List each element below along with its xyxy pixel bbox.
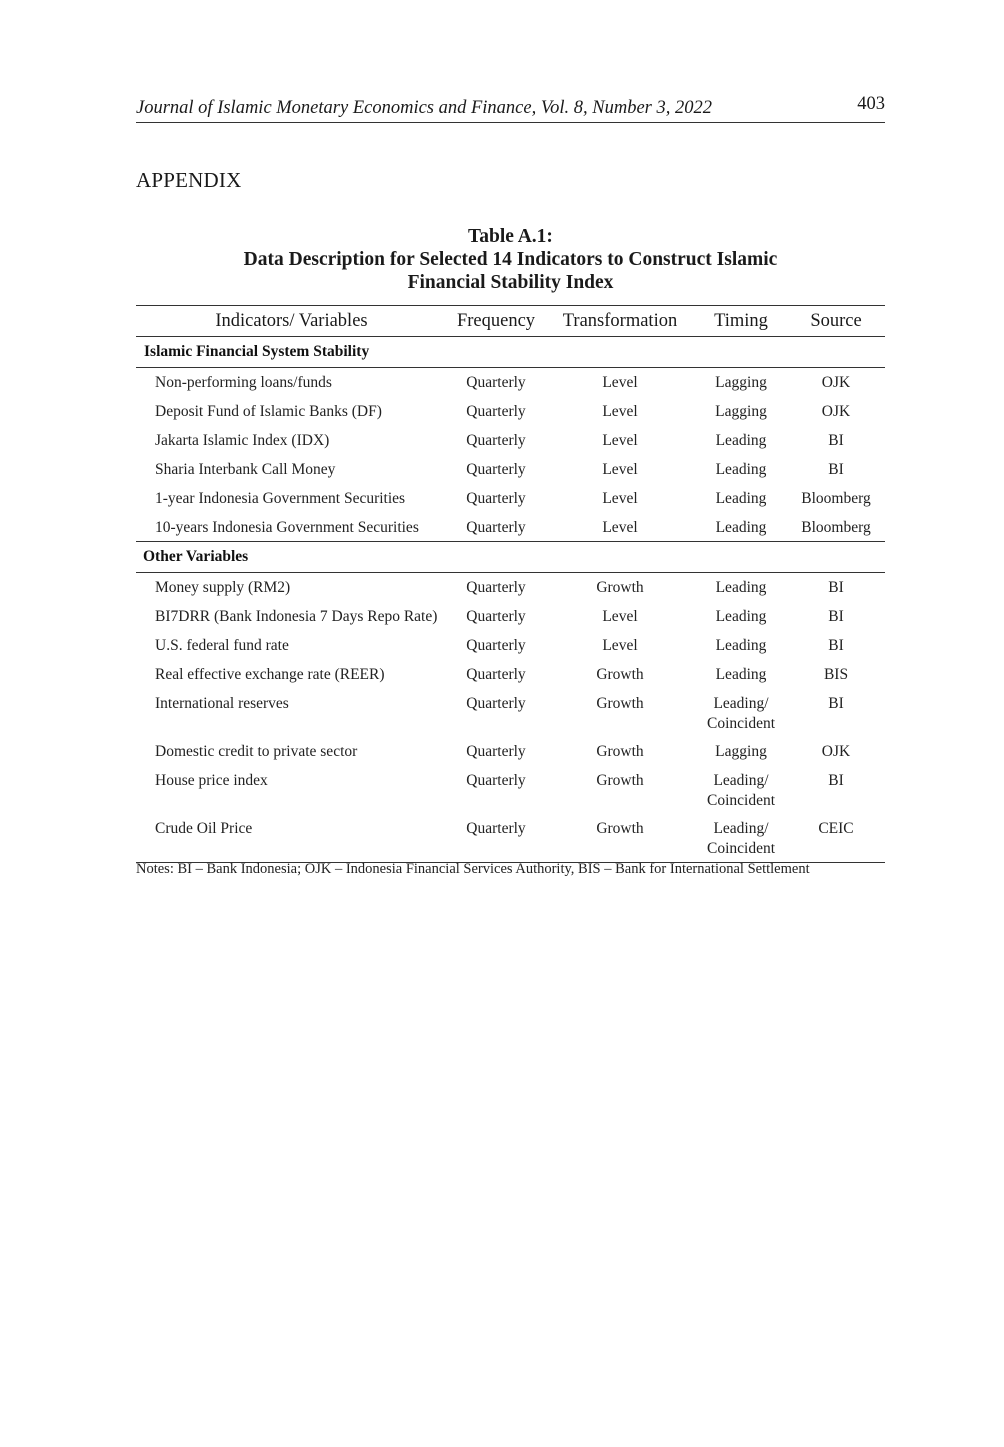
timing-line-1: Leading/ (713, 819, 769, 837)
transformation-cell: Growth (596, 771, 644, 789)
transformation-cell: Growth (596, 694, 644, 712)
section-label: Other Variables (136, 542, 885, 573)
frequency-cell: Quarterly (466, 636, 526, 654)
transformation-cell: Level (602, 374, 638, 391)
page-number: 403 (857, 94, 885, 114)
indicator-cell: International reserves (155, 694, 289, 712)
source-cell: BI (828, 579, 844, 596)
data-table-container (136, 305, 885, 863)
timing-cell: Lagging (715, 402, 767, 420)
frequency-cell: Quarterly (466, 431, 526, 449)
table-section-row (136, 337, 885, 368)
frequency-cell: Quarterly (466, 742, 526, 760)
transformation-cell: Level (602, 489, 638, 507)
section-label: Islamic Financial System Stability (136, 337, 885, 368)
timing-cell: Leading (715, 460, 767, 478)
indicator-cell: House price index (155, 771, 268, 789)
frequency-cell: Quarterly (466, 665, 526, 683)
column-header-transformation: Transformation (545, 306, 695, 337)
table-row (136, 513, 885, 542)
indicator-cell: Real effective exchange rate (REER) (155, 665, 385, 683)
indicator-cell: 1-year Indonesia Government Securities (155, 489, 406, 507)
transformation-cell: Growth (596, 579, 644, 596)
table-row (136, 602, 885, 631)
source-cell: BI (828, 694, 844, 712)
frequency-cell: Quarterly (466, 489, 526, 507)
indicator-cell: Jakarta Islamic Index (IDX) (155, 431, 330, 449)
source-cell: Bloomberg (801, 489, 871, 507)
caption-line-2: Data Description for Selected 14 Indicators to Construct Islamic (243, 249, 778, 270)
table-row (136, 814, 885, 863)
column-header-source: Source (787, 306, 885, 337)
timing-cell: Leading (715, 431, 767, 449)
running-header (136, 94, 885, 123)
indicator-cell: BI7DRR (Bank Indonesia 7 Days Repo Rate) (155, 607, 438, 625)
table-row (136, 737, 885, 766)
indicator-cell: Deposit Fund of Islamic Banks (DF) (155, 402, 382, 420)
table-body (136, 337, 885, 863)
timing-line-2: Coincident (706, 839, 776, 857)
table-caption (136, 225, 885, 294)
indicator-cell: Domestic credit to private sector (155, 742, 358, 760)
table-notes: Notes: BI – Bank Indonesia; OJK – Indonesia Financial Services Authority, BIS – Bank for International Settlement (136, 861, 810, 877)
source-cell: OJK (821, 402, 851, 420)
transformation-cell: Growth (596, 742, 644, 760)
section-title: APPENDIX (136, 168, 242, 192)
column-header-frequency: Frequency (447, 306, 545, 337)
source-cell: BI (828, 607, 844, 625)
frequency-cell: Quarterly (447, 814, 545, 863)
timing-line-1: Leading/ (713, 694, 769, 712)
source-cell: BI (828, 431, 844, 449)
indicator-cell: Crude Oil Price (136, 814, 447, 863)
indicator-cell: Money supply (RM2) (155, 579, 291, 596)
source-cell: Bloomberg (801, 518, 871, 536)
source-cell: OJK (821, 742, 851, 760)
transformation-cell: Level (602, 402, 638, 420)
timing-cell: Leading (715, 636, 767, 654)
table-row (136, 368, 885, 397)
indicator-cell: 10-years Indonesia Government Securities (155, 518, 419, 536)
table-row (136, 484, 885, 513)
indicator-table (136, 305, 885, 863)
transformation-cell: Level (602, 460, 638, 478)
transformation-cell: Level (602, 518, 638, 536)
column-header-timing: Timing (695, 306, 787, 337)
frequency-cell: Quarterly (466, 607, 526, 625)
indicator-cell: Sharia Interbank Call Money (155, 460, 336, 478)
caption-line-3: Financial Stability Index (407, 272, 614, 293)
timing-cell (695, 766, 787, 814)
source-cell: BIS (823, 665, 849, 683)
source-cell: CEIC (787, 814, 885, 863)
table-header-row (136, 306, 885, 337)
transformation-cell: Level (602, 431, 638, 449)
timing-cell: Leading (715, 489, 767, 507)
table-row (136, 631, 885, 660)
source-cell: BI (828, 771, 844, 789)
table-row (136, 660, 885, 689)
transformation-cell: Level (602, 636, 638, 654)
table-section-row (136, 542, 885, 573)
column-header-indicators: Indicators/ Variables (136, 306, 447, 337)
source-cell: OJK (821, 374, 851, 391)
timing-cell: Leading (715, 518, 767, 536)
table-row (136, 426, 885, 455)
source-cell: BI (828, 636, 844, 654)
table-row (136, 455, 885, 484)
source-cell: BI (828, 460, 844, 478)
timing-cell (695, 814, 787, 863)
frequency-cell: Quarterly (466, 518, 526, 536)
timing-cell: Leading (715, 665, 767, 683)
frequency-cell: Quarterly (466, 579, 526, 596)
timing-cell (695, 689, 787, 737)
transformation-cell: Level (602, 607, 638, 625)
frequency-cell: Quarterly (466, 460, 526, 478)
timing-cell: Lagging (715, 374, 767, 391)
table-row (136, 689, 885, 737)
table-row (136, 766, 885, 814)
table-row (136, 397, 885, 426)
indicator-cell: U.S. federal fund rate (155, 636, 289, 654)
timing-line-1: Leading/ (713, 771, 769, 789)
table-row (136, 573, 885, 602)
timing-line-2: Coincident (706, 714, 776, 732)
timing-cell: Leading (715, 579, 767, 596)
frequency-cell: Quarterly (466, 771, 526, 789)
timing-cell: Leading (715, 607, 767, 625)
transformation-cell: Growth (545, 814, 695, 863)
frequency-cell: Quarterly (466, 402, 526, 420)
transformation-cell: Growth (596, 665, 644, 683)
indicator-cell: Non-performing loans/funds (155, 374, 332, 391)
caption-line-1: Table A.1: (468, 226, 553, 247)
timing-line-2: Coincident (706, 791, 776, 809)
frequency-cell: Quarterly (466, 694, 526, 712)
frequency-cell: Quarterly (466, 374, 526, 391)
journal-title: Journal of Islamic Monetary Economics and Finance, Vol. 8, Number 3, 2022 (136, 98, 712, 118)
timing-cell: Lagging (715, 742, 767, 760)
